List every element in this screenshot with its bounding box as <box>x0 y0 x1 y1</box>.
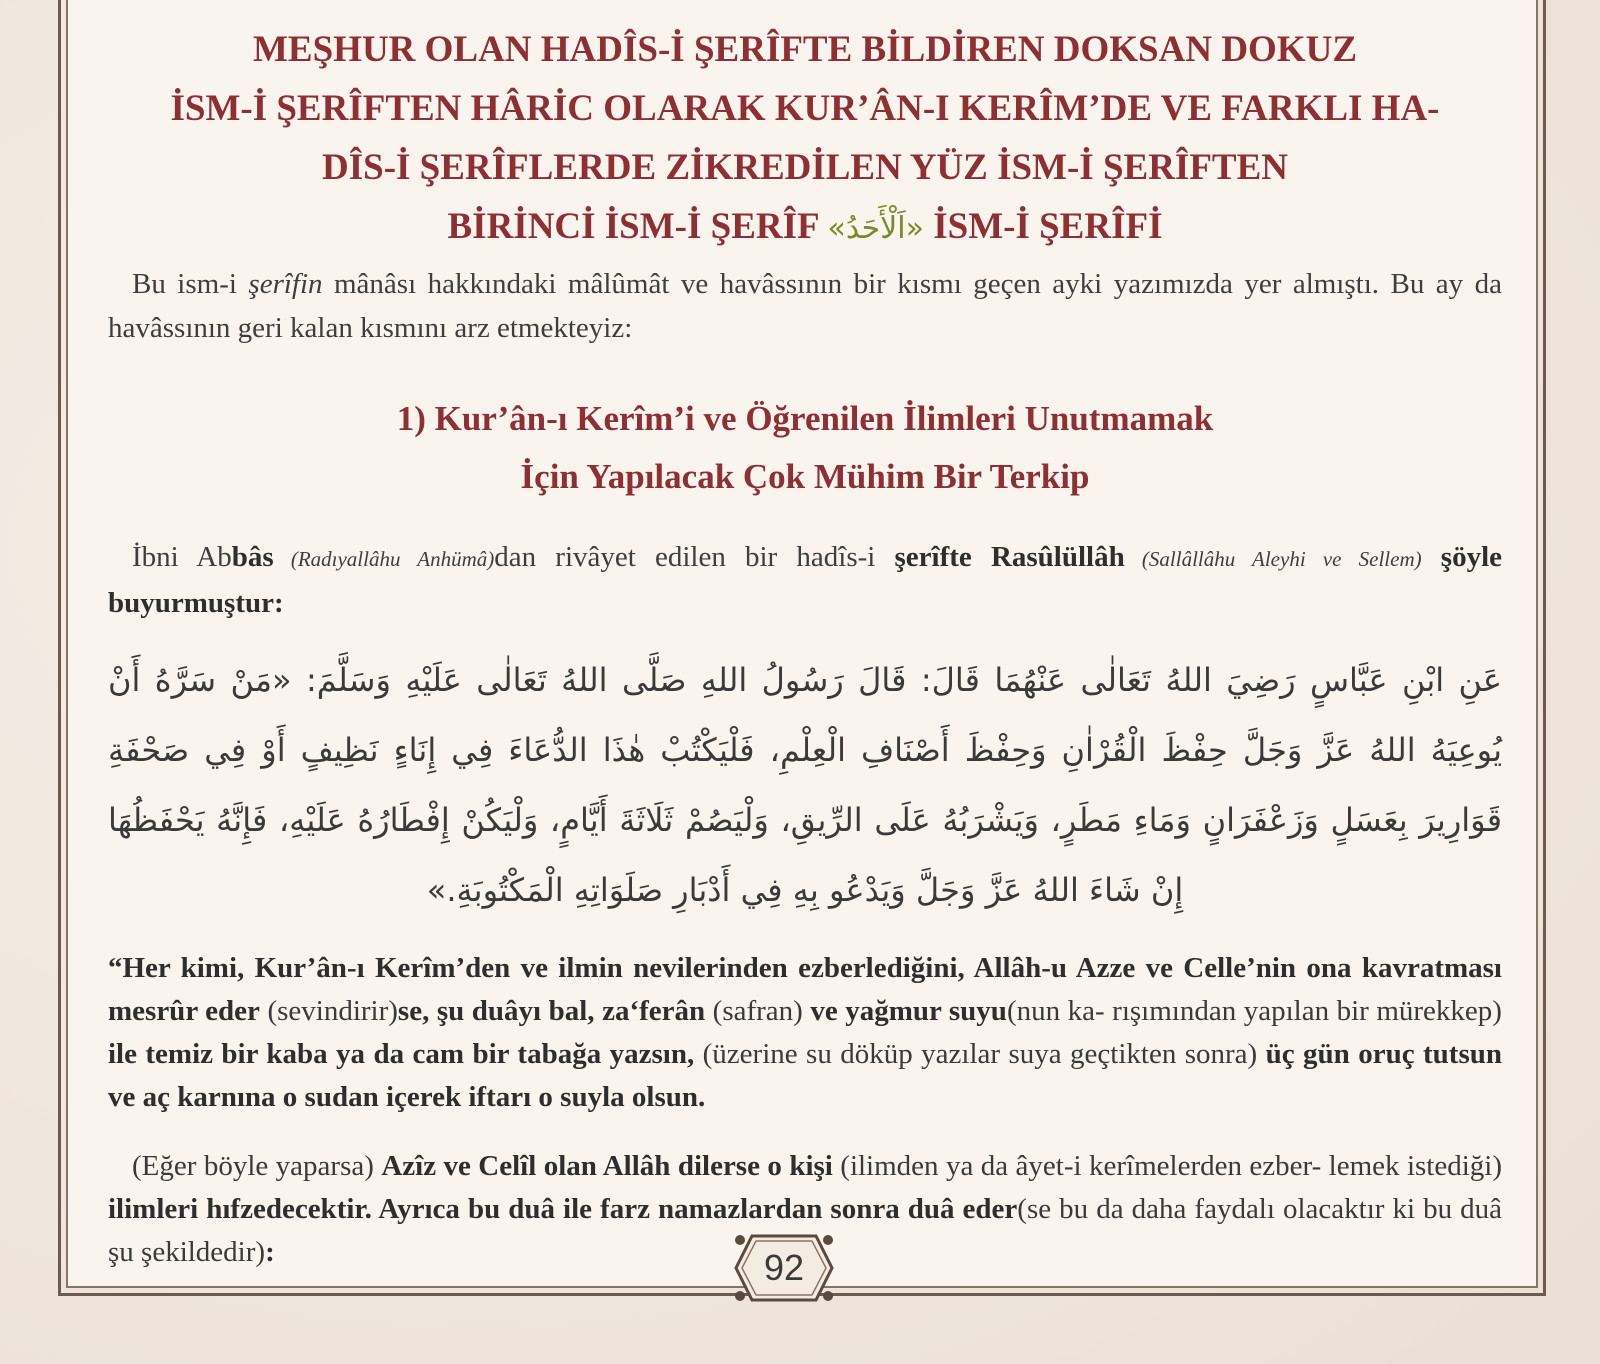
translation-bold-3: ve yağmur suyu <box>810 995 1007 1028</box>
intro-text-1: Bu ism-i <box>132 268 249 300</box>
translation-text-2: (safran) <box>705 995 811 1028</box>
conclusion-text-1: (Eğer böyle yaparsa) <box>132 1150 382 1183</box>
translation-bold-4: ile temiz bir kaba ya da cam bir tabağa yazsın, <box>108 1038 695 1071</box>
page-title <box>108 20 1502 258</box>
title-line-4-end: İSM-İ ŞERÎFİ <box>933 206 1163 247</box>
title-line-3: DÎS-İ ŞERÎFLERDE ZİKREDİLEN YÜZ İSM-İ ŞERÎFTEN <box>322 147 1288 188</box>
translation-bold-2: se, şu duâyı bal, za‘ferân <box>397 995 706 1028</box>
arabic-hadith: عَنِ ابْنِ عَبَّاسٍ رَضِيَ اللهُ تَعَالٰى عَنْهُمَا قَالَ: قَالَ رَسُولُ اللهِ صَلَّى اللهُ تَعَالٰى عَلَيْهِ وَسَلَّمَ: «مَنْ سَرَّهُ أَنْ يُوعِيَهُ اللهُ عَزَّ وَجَلَّ حِفْظَ الْقُرْاٰنِ وَحِفْظَ أَصْنَافِ الْعِلْمِ، فَلْيَكْتُبْ هٰذَا الدُّعَاءَ فِي إِنَاءٍ نَظِيفٍ أَوْ فِي صَحْفَةِ قَوَارِيرَ بِعَسَلٍ وَزَعْفَرَانٍ وَمَاءِ مَطَرٍ، وَيَشْرَبُهُ عَلَى الرِّيقِ، وَلْيَصُمْ ثَلَاثَةَ أَيَّامٍ، وَلْيَكُنْ إِفْطَارُهُ عَلَيْهِ، فَإِنَّهُ يَحْفَظُهَا إِنْ شَاءَ اللهُ عَزَّ وَجَلَّ وَيَدْعُو بِهِ فِي أَدْبَارِ صَلَوَاتِهِ الْمَكْتُوبَةِ.» <box>108 661 1502 910</box>
translation-text-1: (sevindirir) <box>259 995 398 1028</box>
paragraph-gap <box>108 1119 1502 1145</box>
title-line-4-start: BİRİNCİ İSM-İ ŞERÎF <box>447 206 819 247</box>
section-1-heading-line-2: İçin Yapılacak Çok Mühim Bir Terkip <box>520 457 1090 496</box>
conclusion-bold-3: : <box>265 1236 275 1269</box>
narration-text-2: dan rivâyet edilen bir hadîs-i <box>494 541 895 574</box>
translation-paragraph <box>108 947 1502 1119</box>
section-1-heading-line-1: 1) Kur’ân-ı Kerîm’i ve Öğrenilen İlimleri Unutmamak <box>396 399 1214 438</box>
narration-bold-2: şerîfte Rasûlüllâh <box>894 541 1125 574</box>
conclusion-bold-1: Azîz ve Celîl olan Allâh dilerse o kişi <box>381 1150 833 1183</box>
conclusion-bold-2: ilimleri hıfzedecektir. Ayrıca bu duâ ile farz namazlardan sonra duâ eder <box>108 1193 1018 1226</box>
narration-italic-2: (Sallâllâhu Aleyhi ve Sellem) <box>1124 547 1422 572</box>
title-arabic-name: «اَلْأَحَدُ» <box>827 211 924 246</box>
intro-italic: şerîfin <box>248 268 323 300</box>
narration-bold-1: bâs <box>231 541 274 574</box>
translation-text-3: (nun ka- rışımından yapılan bir mürekkep) <box>1006 995 1502 1028</box>
title-line-2: İSM-İ ŞERÎFTEN HÂRİC OLARAK KUR’ÂN-I KERÎM’DE VE FARKLI HA- <box>170 88 1440 129</box>
narration-italic-1: (Radıyallâhu Anhümâ) <box>273 547 495 572</box>
narration-bold-3: şöyle buyurmuştur: <box>108 541 1503 620</box>
narration-text-1: İbni Ab <box>132 541 232 574</box>
translation-bold-5: üç gün oruç tutsun ve aç karnına o sudan içerek iftarı o suyla olsun. <box>108 1038 1502 1114</box>
title-line-4 <box>108 197 1502 258</box>
intro-paragraph <box>108 262 1502 350</box>
page-number: 92 <box>763 1247 805 1288</box>
translation-text-4: (üzerine su döküp yazılar suya geçtikten sonra) <box>694 1038 1266 1071</box>
conclusion-text-3: (se bu da daha faydalı olacaktır ki bu duâ şu şekildedir) <box>108 1193 1502 1269</box>
title-line-1: MEŞHUR OLAN HADÎS-İ ŞERÎFTE BİLDİREN DOKSAN DOKUZ <box>252 29 1358 70</box>
page-number-badge <box>734 1232 834 1304</box>
intro-text-2: mânâsı hakkındaki mâlûmât ve havâssının bir kısmı geçen ayki yazımızda yer almıştı. Bu ay da havâssının geri kalan kısmını arz etmekteyiz: <box>108 268 1503 344</box>
section-1-heading <box>108 390 1502 506</box>
narration-paragraph <box>108 535 1502 625</box>
translation-bold-1: “Her kimi, Kur’ân-ı Kerîm’den ve ilmin nevilerinden ezberlediğini, Allâh-u Azze ve Celle’nin ona kavratması mesrûr eder <box>108 952 1502 1028</box>
conclusion-text-2: (ilimden ya da âyet-i kerîmelerden ezber- lemek istediği) <box>832 1150 1502 1183</box>
page-content <box>108 20 1502 1274</box>
